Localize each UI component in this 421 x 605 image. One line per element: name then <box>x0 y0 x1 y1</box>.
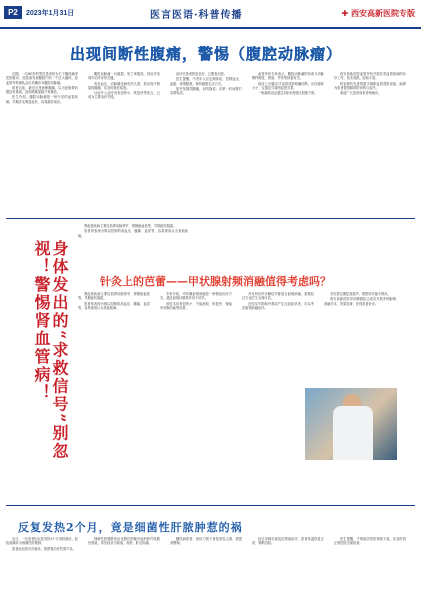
article3-title: 反复发热2个月，竟是细菌性肝脓肿惹的祸 <box>18 521 243 534</box>
article1-headline <box>56 42 356 64</box>
article2-title: 针灸上的芭蕾——甲状腺射频消融值得考虑吗？ <box>100 275 331 288</box>
article1-column: 西安高新医院血管外科开展各类血管疾病的诊疗工作，技术成熟，经验丰富。 科室拥有先进的数字减影血管造影设备，能够为患者提供精准的诊断与治疗。 欢迎广大患者前来咨询就诊。 <box>334 72 406 96</box>
article2-column: 肾血管疾病主要包括肾动脉狭窄、肾静脉血栓等，早期症状隐匿。 患者常表现为难以控制的高血压、腰痛、血尿等，容易被误认为其他疾病。 <box>78 292 150 310</box>
article2-column: 术后需定期复查超声，观察结节缩小情况。 西安高新医院甲状腺团队已成功开展多例射频消融手术，效果显著，获得患者好评。 <box>324 292 396 306</box>
hospital-logo-icon: ✚ <box>341 9 349 18</box>
article3-column: 细菌性肝脓肿是由化脓性细菌引起的肝内化脓性感染，常见症状为寒战、高热、肝区疼痛。 <box>88 537 160 546</box>
article1-column: 腹腔动脉瘤一旦破裂，死亡率极高。因此早发现早治疗非常关键。 有高血压、动脉硬化病史的人群，如出现不明原因腹痛，应及时就医检查。 目前介入治疗具有创伤小、恢复快等优点，已成为主要治疗手段。 <box>88 72 160 100</box>
article2-vertical-headline: 身体发出的“求救信号”别忽视！警惕肾血管病！ <box>32 240 69 461</box>
page-number: P2 <box>4 6 22 19</box>
article3-column: 糖尿病患者、免疫力低下者是高发人群，需提高警惕。 <box>170 537 242 546</box>
article2-column: 专家介绍，甲状腺射频消融是一种微创治疗方式，通过射频针精准作用于结节。 该技术具有创伤小、不留疤痕、恢复快、保留甲状腺功能等优势。 <box>160 292 232 310</box>
page-header <box>0 0 421 29</box>
section-divider <box>6 505 415 506</box>
article1-title: 出现间断性腹痛，警惕（腹腔动脉瘤） <box>69 44 342 63</box>
article2-column: 并非所有甲状腺结节都适合射频消融，需要经过专业医生全面评估。 良性结节影响外观或产生压迫症状者，可以考虑射频消融治疗。 <box>242 292 314 310</box>
hospital-logo: ✚ 西安高新医院专版 <box>341 9 415 18</box>
doctor-photo <box>305 388 397 460</box>
section-divider <box>6 218 415 219</box>
article3-column: 近日，一位患者因反复发热2个月来院就诊，经检查确诊为细菌性肝脓肿。 患者此前曾多次就诊，按感冒治疗效果不佳。 <box>6 537 78 551</box>
issue-date: 2023年1月31日 <box>26 10 75 17</box>
article1-body <box>6 72 416 212</box>
article1-column: 近期，一位60岁的男性患者因为右下腹疼痛来医院就诊，经检查发现腹腔内有一个巨大瘤体，经血管外科团队会诊后确诊为腹腔动脉瘤。 患者自述，最近总是间断腹痛，以为是肠胃问题没有重视，直到疼痛加剧才来就医。 医生介绍，腹腔动脉瘤是一种少见的血管疾病，早期多无明显症状，容易漏诊误诊。 <box>6 72 78 104</box>
section-title: 医言医语·科普传播 <box>150 10 243 21</box>
article3-body <box>6 537 416 603</box>
article3-column: 医生提醒，不明原因发热持续不退，应及时到正规医院全面检查。 <box>334 537 406 546</box>
article1-column: 治疗后患者恢复良好，已康复出院。 医生提醒，中老年人应定期体检，控制血压、血脂，戒烟限酒，保持健康生活方式。 如突发剧烈腹痛，切勿拖延，应第一时间拨打急救电话。 <box>170 72 242 96</box>
article2-intro: 肾血管疾病主要包括肾动脉狭窄、肾静脉血栓等，早期症状隐匿。 患者常表现为难以控制的高血压、腰痛、血尿等，容易被误认为其他疾病。 <box>78 224 188 238</box>
article3-column: 经过穿刺引流及抗感染治疗，患者体温恢复正常，顺利出院。 <box>252 537 324 546</box>
article1-column: 血管外科专家表示，腹腔动脉瘤的形成与动脉粥样硬化、感染、外伤等因素有关。 临床上可通过CT血管造影明确诊断，评估瘤体大小、位置及与周围血管关系。 一般瘤体直径超过2厘米者建议积极干预。 <box>252 72 324 96</box>
